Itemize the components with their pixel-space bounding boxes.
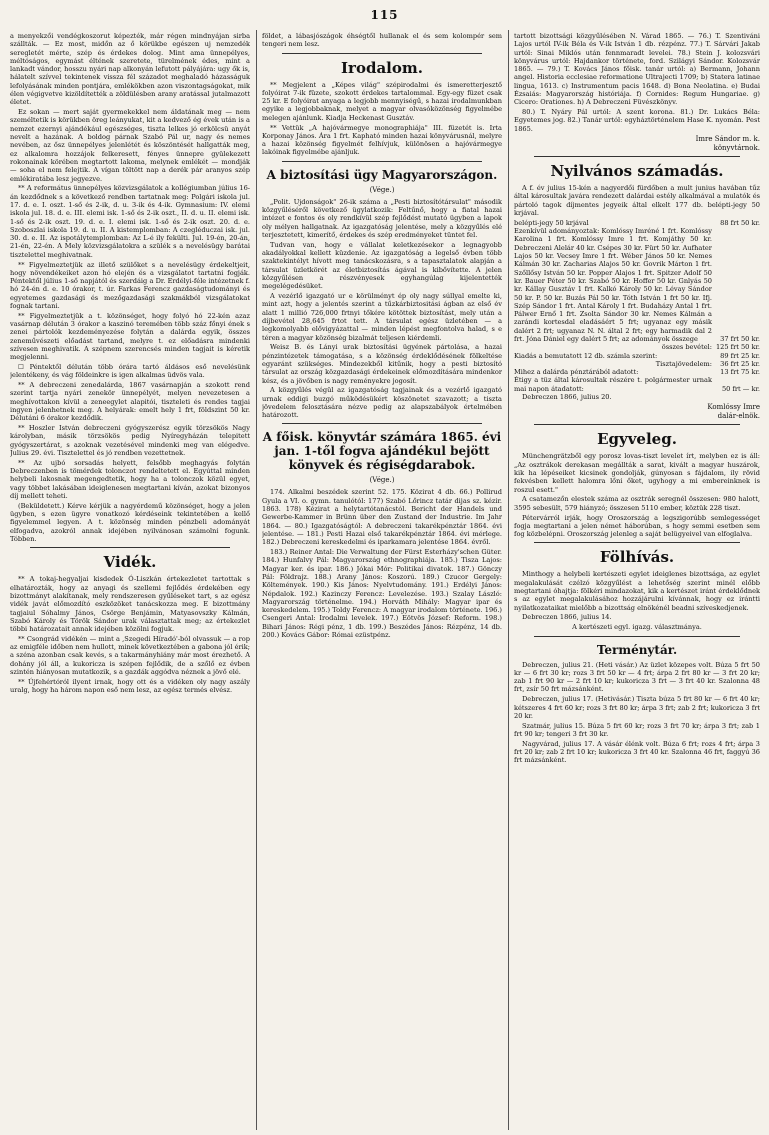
section-divider xyxy=(282,423,482,424)
news-paragraph: Ez sokan — mert saját gyermekekkel nem áldatának meg — nem személtetik is körükben öreg leányukat, kit a kedvező ég évek után is a nemzet ezernyi ajándékául egészséges, tiszta lelkes jó erkölcsü anyát nevelt a hazának. A boldog párnak Szabó Pál ur, nagy és nemes nevében, az ősz ünnepélyes jelenlétét és köszöntését hallgatták meg, ez alkalomra hozzájok felkeresett, fényes ünnepre gyülekezett rokonainak körében megtartott lakoma, melynek emlékét — mondják — soha el nem felejtik. A vígan töltött nap a derék pár aranyos szép emlékiratába lesz jegyezve. xyxy=(10,108,250,183)
signature: Imre Sándor m. k. xyxy=(695,134,760,143)
signature: Komlóssy Imre xyxy=(707,402,760,411)
table-row xyxy=(514,352,760,360)
news-paragraph: ** Figyelmeztetjük a t. közönséget, hogy folyó hó 22-kén azaz vasárnap délután 3 órakor a kaszinó teremében több száz főnyi ének s zenei pártolók kezdeményezése folytán a dalárda egyik, összes zeneművészeti előadást tartand, melyre t. ez előadásra mindenki szívesen meghivatik. A szépnem szerencsés minden tagjait is kéretik megjelenni. xyxy=(10,311,250,362)
accounts-table xyxy=(514,219,760,393)
news-paragraph: A vezérlő igazgató ur e körülményt ép oly nagy súllyal emelte ki, mint azt, hogy a jelentés szerint a tűzkárbiztositási ágban az első év alatt 1 millió 726,000 frtnyi tőkére kötöttek biztosítást, mely után a díjbevétel 28,645 frtot tett. A társulat egész üzletében — a legkomolyabb elővigyázattal — minden lépést megfontolva halad, s e téren a magyar közönség bizalmát teljesen kiérdemli. xyxy=(262,292,502,342)
section-heading-nyilvanos: Nyilvános számadás. xyxy=(550,162,724,181)
section-heading-videk: Vidék. xyxy=(103,553,157,572)
signature-title: dalár-elnök. xyxy=(717,412,760,421)
news-paragraph: ☐ Péntektől délután több órára tartó áldásos eső nevelésünk jelentékeny, és vág földeinkre is igen alkalmas üdvös vala. xyxy=(10,363,250,380)
table-amount: 36 frt 25 kr. xyxy=(720,359,760,368)
news-paragraph: 183.) Reiner Antal: Die Verwaltung der Fürst Esterházy'schen Güter. 184.) Hunfalvy Pál: Magyarország ethnographiája. 185.) Tisza Lajos: Magyar ker. és ipar. 186.) Jókai Mór: Politikai divatok. 187.) Gönczy Pál: Földrajz. 188.) Arany János: Koszorú. 189.) Czucor Gergely: Költemények. 190.) Kis János: Nyelvtudomány. 191.) Erdélyi János: Népdalok. 192.) Kazinczy Ferencz: Levelezése. 193.) Szalay László: Magyarország történelme. 194.) Horváth Mihály: Magyar ipar és kereskedelem. 195.) Toldy Ferencz: A magyar irodalom története. 196.) Csengeri Antal: Irodalmi levelek. 197.) Eötvös József: Reform. 198.) Bihari János: Régi pénz, 1 db. 199.) Beszédes János: Rézpénz, 14 db. 200.) Kovács Gábor: Római ezüstpénz. xyxy=(262,548,502,640)
news-paragraph: Weisz B. és Lányi urak biztosítási ügyének pártolása, a hazai pénzintézetek támogatása, s a közönség érdeklődésének fölkeltése egyaránt szükséges. Mindezekből kitűnik, hogy a pesti biztosító társulat az ország közgazdasági érdekeinek előmozdítására mindenkor kész, és a jövőben is nagy reményekre jogosít. xyxy=(262,343,502,385)
column-2 xyxy=(262,32,502,1130)
table-row xyxy=(514,360,760,368)
column-3 xyxy=(514,32,760,1130)
news-paragraph: A f. év julius 15-kén a nagyerdői fürdőben a mult junius havában tűz által károsultak javára rendezett dalárdai estély alkalmával a mulatók és pártoló tagok díjmentes jegyeik által elkelt 177 db. belépti-jegy 50 krjával. xyxy=(514,184,760,218)
news-paragraph: (Beküldetett.) Kérve kérjük a nagyérdemű közönséget, hogy a jelen ügyben, s ezen ügyre vonatkozó kérdéseink tekintetében a kellő figyelemmel legyen. A t. közönség minden pénzbeli adományát elfogadva, azokról annak idejében nyilvánosan számolni fogunk. Tóbben. xyxy=(10,501,250,544)
table-cell: Étigy a tüz által károsultak részére t. polgármester urnak mai napon átadatott: xyxy=(514,376,712,393)
table-row xyxy=(514,376,760,393)
section-divider xyxy=(282,53,482,54)
table-cell: Mihez a dalárda pénztárából adatott: xyxy=(514,368,639,377)
table-row xyxy=(514,219,760,227)
news-paragraph: földet, a lábasjószágok éhségtől hullanak el és sem kolompér sem tengeri nem lesz. xyxy=(262,32,502,49)
section-heading-irodalom: Irodalom. xyxy=(341,58,423,77)
news-paragraph: „Polit. Ujdonságok" 26-ik száma a „Pesti biztosítótársulat" második közgyűléséről következő ügylatkozik: Feltűnő, hogy a fiatal hazai intézet e fontos és oly rendkívül szép fejlődést mutató ügyben a lapok oly mélyen hallgatnak. Az igazgatóság jelentése, mely a közgyűlés elé terjesztetett, kimerítő, érdekes és szép eredményeket tüntet fel. xyxy=(262,197,502,239)
news-paragraph: ** A tokaj-hegyaljai kisdedek Ó-Liszkán értekezletet tartottak s elhatározták, hogy az anyagi és szellemi fejlődés érdekében egy bizottmányt alakítanak, mely rendszeresen gyűléseket tart, s az egész vidék javát előmozdító eszközöket tanácskozza meg. E bizottmány tagjaiul Sóhalmy János, Csörge Benjámin, Matyasovszky Kálmán, Szabó Károly és Török Sándor urak választattak meg; az értekezlet többi határozatait annak idejében közölni fogjuk. xyxy=(10,575,250,634)
section-divider xyxy=(534,636,740,637)
table-cell: összes bevétel: xyxy=(661,343,712,352)
news-paragraph: Münchengrätzből egy porosz lovas-tiszt levelet írt, melyben ez is áll: „Az osztrákok derekasan megállták a sarat, kivált a magyar huszárok, kik ha lépéseiket kicsinek gondolják, gúnyosan s fájdalom, ily rövid fekvésben kellett halomra lőni őket, ugyhogy a mi embereinknek is roszul esett." xyxy=(514,452,760,494)
news-paragraph: ** Vettük „A hajóvármegye monographiája" III. füzetét is. Irta Korponay János. Ára 1 frt. Kapható minden hazai könyvárusnál, melyre a hazai közönség figyelmét felhívjuk, különösen a hajóvármegye lakóinak figyelmébe ajánljuk. xyxy=(262,123,502,157)
signature-title: könyvtárnok. xyxy=(713,143,760,152)
news-paragraph: Tudvan van, hogy e vállalat keletkezésekor a legnagyobb akadályokkal kellett küzdenie. Az igazgatóság a legelső évben több szaktekintélyt hívott meg tanácskozásra, s a tapasztalatok alapján a társulat üzletkörét az életbiztosítás ágával is kibővítette. A jelen közgyűlésen a részvényesek egyhangúlag kijelentették megelégedésüket. xyxy=(262,240,502,291)
news-paragraph: ** Hoszler István debreczeni gyógyszerész egyik törzsökös Nagy károlyban, másik törzsökös pedig Nyíregyházán telepitett gyógyszertárat, s azoknak vezetésével mindenki meg van elégedve. Julius 29. évi. Tisztelettel és jó rendben vezettetnek. xyxy=(10,424,250,458)
table-cell: Ezenkívül adományoztak: Komlóssy Imréné 1 frt. Komlóssy Karolina 1 frt. Komlóssy Imre 1 frt. Komjáthy 50 kr. Debreczeni Alelár 40 kr. Csépes 30 kr. Fürt 50 kr. Aufhater Lajos 50 kr. Vecsey Imre 1 frt. Wéber János 50 kr. Nemes Kálmán 30 kr. Zacharias Alajos 50 kr. Govrik Márton 1 frt. Szőllősy István 50 kr. Popper Alajos 1 frt. Spitzer Adolf 50 kr. Bauer Péter 50 kr. Szabó 50 kr. Hoffer 50 kr. Gnlyás 50 kr. Kállay Gusztáv 1 frt. Kalkó Károly 50 kr. Lévay Sándor 50 kr. P. 50 kr. Buzás Pál 50 kr. Tóth István 1 frt 50 kr. Ifj. Szép Sándor 1 frt. Antal Károly 1 frt. Budaházy Antal 1 frt. Pálwer Ernő 1 frt. Zsolta Sándor 30 kr. Nemes Kálmán a zarándi kortesdal eladásáért 5 frt; ugyanaz egy másik dalért 2 frt; ugyanaz N. N. által 2 frt; egy harmadik dal 2 frt. Jóna Dániel egy dalért 5 frt; az adományok összege xyxy=(514,227,712,343)
news-paragraph: Debreczen, julius 17. (Hetivásár.) Tiszta búza 5 frt 80 kr — 6 frt 40 kr; kétszeres 4 frt 60 kr; rozs 3 frt 80 kr; árpa 3 frt; zab 2 frt; kukoricza 3 frt 20 kr. xyxy=(514,695,760,720)
news-paragraph: A csatamezőn elestek száma az osztrák seregnél összesen: 980 halott, 3595 sebesült, 579 hiányzó; összesen 5110 ember, köztük 228 tiszt. xyxy=(514,495,760,512)
news-paragraph: ** Az ujbó sorsadás helyett, felsőbb meghagyás folytán Debreczenben is tömérdek tolonczot rendeltetett el. Egyúttal minden helybeli lakosnak megengedtetik, hogy ha a tolonczok közül egyet, vagy többet lakásában ideiglenesen megtartani kíván, azokat bizonyos díj mellett teheti. xyxy=(10,458,250,501)
news-paragraph: Debreczen 1866, julius 20. xyxy=(522,393,612,402)
news-paragraph: 174. Alkalmi beszédek szerint 52. 175. Közirat 4 db. 66.) Pollirud Gyula a VI. o. gymn. tanulótól: 177) Szabó Lőrincz tatár dijas sz. kézir. 1863. 178) Kézirat a helytartótanácstól. Bericht der Handels und Gewerbe-Kammer in Brünn über den Zustand der Industrie. Im Jahr 1864. — 80.) Igazgatóságtól: A debreczeni takarékpénztár 1864. évi jelentése. — 181.) Pesti Hazai első takarékpénztár 1864. évi mérlege. 182.) Debreczeni kereskedelmi és iparkamara jelentése 1864. évről. xyxy=(262,488,502,547)
news-paragraph: Debreczen, julius 21. (Heti vásár.) Az üzlet közepes volt. Búza 5 frt 50 kr — 6 frt 30 kr; rozs 3 frt 50 kr — 4 frt; árpa 2 frt 80 kr — 3 frt 20 kr; zab 1 frt 90 kr — 2 frt 10 kr; kukoricza 3 frt — 3 frt 40 kr. Szalonna 48 frt, zsír 50 frt mázsánként. xyxy=(514,660,760,694)
table-cell: Kiadás a bemutatott 12 db. számla szerint: xyxy=(514,351,658,360)
table-cell: Tisztajövedelem: xyxy=(655,359,712,368)
column-divider xyxy=(508,30,509,1130)
section-divider xyxy=(30,547,230,548)
table-amount: 89 frt 25 kr. xyxy=(720,351,760,360)
table-cell: belépti-jegy 50 krjával xyxy=(514,218,589,227)
news-paragraph: ** A református ünnepélyes közvizsgálatok a kollégiumban július 16-án kezdődnek s a következő rendben tartatnak meg: Polgári iskola jul. 17. d. e. I. oszt. 1-ső és 2-ik, d. u. 3-ik és 4-ik. Gymnasium: IV. elemi iskola jul. 18. d. e. III. elemi isk. 1-ső és 2-ik oszt., II. d. u. II. elemi isk. 1-ső és 2-ik oszt. 19. d. e. I. elemi isk. 1-ső és 2-ik oszt. 20. d. e. Szoboszlai iskola 19. d. u. II. A kistemplomban: A czegléduczai isk. jul. 30. d. e. II. Az ispotálytemplomban: Az L-é ily fekülti. Jul. 19-én, 20-án, 21-én, 22-én. A Mely közvizsgálatokra a szülék s a nevelésügy barátai tisztelettel meghivatnak. xyxy=(10,184,250,259)
news-paragraph: A közgyűlés végül az igazgatóság tagjainak és a vezérlő igazgató urnak eddigi buzgó működésükért köszönetet szavazott; a tiszta jövedelem felosztására nézve pedig az alapszabályok értelmében határozott. xyxy=(262,386,502,420)
news-paragraph: ** Újfehértóról ilyent irnak, hogy ott és a vidéken oly nagy aszály uralg, hogy ha három napon eső nem lesz, az egész termés elvész. xyxy=(10,677,250,695)
table-amount: 88 frt 50 kr. xyxy=(720,218,760,227)
news-paragraph: 80.) T. Nyáry Pál urtól: A szent korona. 81.) Dr. Lukács Béla: Egyetemes jog. 82.) Tanár urtól: egyháztörténelem Hase K. nyomán. Pest 1865. xyxy=(514,108,760,133)
section-heading-biztositasi: A biztosítási ügy Magyarországon. xyxy=(266,167,498,182)
news-paragraph: Minthogy a helybeli kertészeti egylet ideiglenes bizottsága, az egylet megalakulását czélzó közgyűlést a lehetőség szerint minél előbb megtartani óhajtja: fölkéri mindazokat, kik a kertészet iránt érdeklődnek s az egylet megalakulásához hozzájárulni kívánnak, hogy ez irántti nyilatkozataikat mielőbb a bizottság elnökénél beadni szíveskedjenek. xyxy=(514,570,760,612)
news-paragraph: tartott bizottsági közgyűlésében N. Várad 1865. — 76.) T. Szentiváni Lajos urtól IV-ik Béla és V-ik István 1 db. rézpénz. 77.) T. Sárvári Jakab urtól: Sinai Miklós után fennmaradt levelei. 78.) Stein J. kolozsvári könyvárus urtól: Hajdankor története, ford. Szilágyi Sándor. Kolozsvár 1865. — 79.) T. Kovács János főisk. tanár urtól: a) Bermann, Johann angel. Historia ecclesiae reformatione Ultrajecti 1709; b) Statera latinae lingua, 1613. c) Instrumentum pacis 1648. d) Bona Neolatina. e) Budai Ézsaiás: Magyarország históriája. f) Cornides: Regum Hungariae. g) Cicero: Orationes. h) A Debreczeni Füvészkönyv. xyxy=(514,32,760,107)
column-1 xyxy=(10,32,250,1130)
section-heading-termenytar: Terménytár. xyxy=(596,642,678,657)
section-divider xyxy=(534,542,740,543)
section-heading-foisk: A főisk. könyvtár számára 1865. évi jan. 1-től fogva ajándékul bejött könyvek és régiségdarabok. xyxy=(262,430,502,473)
table-amount: 125 frt 50 kr. xyxy=(715,343,760,352)
signature: A kertészeti egyl. igazg. választmánya. xyxy=(572,623,702,632)
news-paragraph: ** Csongrád vidékén — mint a ,Szegedi Híradó'-ból olvassuk — a rop az emigféle időben nem hullott, minek következtében a gabona jól érik; a széna azonban csak kevés, s a takarmányhiány már most érezhető. A dohány jól áll, a kukoricza is szépen fejlődik, de a szőlő ez évben szintén hiányosan mutatkozik, s a gazdák aggódva néznek a jövő elé. xyxy=(10,634,250,677)
table-amount: 50 frt — kr. xyxy=(721,384,760,393)
table-amount: 37 frt 50 kr. xyxy=(720,335,760,343)
section-subheading: (Vége.) xyxy=(369,476,395,485)
section-divider xyxy=(534,156,740,157)
news-paragraph: Szatmár, julius 15. Búza 5 frt 60 kr; rozs 3 frt 70 kr; árpa 3 frt; zab 1 frt 90 kr; tengeri 3 frt 30 kr. xyxy=(514,721,760,738)
section-divider xyxy=(534,424,740,425)
table-amount: 13 frt 75 kr. xyxy=(720,368,760,377)
news-paragraph: Pétervárról irják, hogy Oroszország a legszigorúbb semlegességet fogja megtartani a jelen német háborúban, s hogy semmi esetben sem fog közbelépni. Oroszország jelenleg a saját belügyeivel van elfoglalva. xyxy=(514,513,760,539)
news-paragraph: ** Figyelmeztetjük az illető szülőket s a nevelésügy érdekeltjeit, hogy növendékeiket azon hó elején és a vizsgálatot tartatni fogják. Péntektől július 1-ső napjától és szerdáig a Dr. Erdélyi-féle intézetnek f. hó 24-én d. e. 10 órakor, t. úr. Farkas Ferencz gazdaságtudományi és egyetemes gazdasági és mezőgazdasági szakmákból vizsgálatokat fognak tartani. xyxy=(10,260,250,310)
table-row xyxy=(514,227,760,343)
section-divider xyxy=(282,161,482,162)
page-number: 115 xyxy=(370,8,399,22)
section-heading-folhivas: Fölhívás. xyxy=(599,548,675,567)
column-divider xyxy=(256,30,257,1130)
table-row xyxy=(514,343,760,351)
news-paragraph: Nagyvárad, julius 17. A vásár élénk volt. Búza 6 frt; rozs 4 frt; árpa 3 frt 20 kr; zab 2 frt 10 kr; kukoricza 3 frt 40 kr. Szalonna 46 frt, faggyú 36 frt mázsánként. xyxy=(514,739,760,765)
section-subheading: (Vége.) xyxy=(369,185,395,194)
news-paragraph: a menyekzői vendégkoszorut képezték, már régen mindnyájan sirba szállták. — Ez most, midőn az ő körükbe egészen uj nemzedék seregletét mérte, szép és érdekes dolog. Mint ama ünnepélyes, méltóságos, egymást éltének szeretete, türelmének édes, mint a lankadt vándor, hosszu nyári nap alkonyán lefutott pályájára: ugy ők is, hálatelt szívvel tekintenek vissza fél századot meghaladó házasságuk lefolyásának minden pontjára, emlékökben azon viszontagságokat, mik élen végigvetve kizöldítették a zöldülésben arany aratással jutalmazott életet. xyxy=(10,32,250,107)
section-heading-egyveleg: Egyveleg. xyxy=(597,430,677,449)
news-paragraph: ** A debreczeni zenedalárda, 1867 vasárnapján a szokott rend szerint tartja nyári zenekör ünnepélyét, melyen nevezetesen a meghívottakon kívül a zeneegylet alapitói, tiszteleti és rendes tagjai ingyen jelenhetnek meg. A helyárak: emelt hely 1 frt, földszint 50 kr. Délutáni 6 órakor kezdődik. xyxy=(10,381,250,423)
news-paragraph: ** Megjelent a „Képes világ" szépirodalmi és ismeretterjesztő folyóirat 7-ik füzete, szokott érdekes tartalommal. Egy-egy füzet csak 25 kr. E folyóirat anyaga a legjobb mennyiségű, s hazai irodalmunkban egyike a legjobbaknak, melyet a magyar olvasóközönség figyelmébe melegen ajánlunk. Kiadja Heckenast Gusztáv. xyxy=(262,80,502,122)
news-paragraph: Debreczen 1866, julius 14. xyxy=(522,613,612,622)
